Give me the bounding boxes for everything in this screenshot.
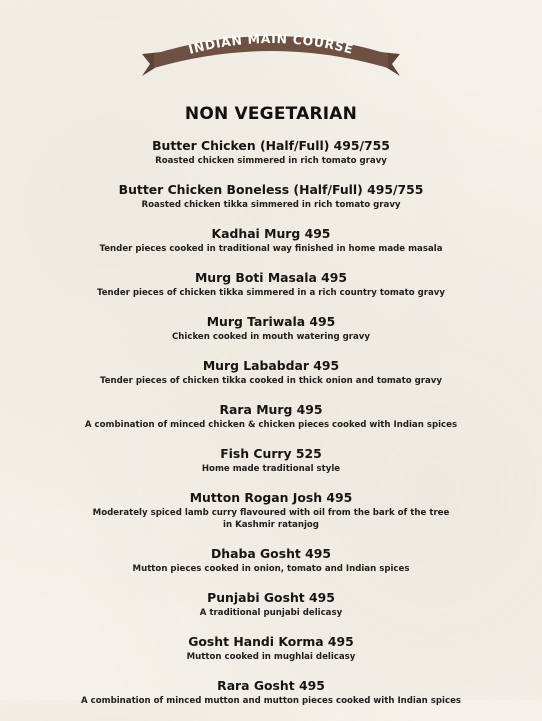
banner-ribbon-shape [140, 26, 402, 80]
menu-item-description [0, 419, 542, 431]
banner-title: INDIAN MAIN COURSE [186, 30, 356, 57]
menu-item [0, 181, 542, 211]
menu-item [0, 269, 542, 299]
menu-item-description-line: Roasted chicken tikka simmered in rich tomato gravy [141, 200, 401, 210]
menu-item-name: Rara Murg 495 [219, 402, 323, 417]
menu-item-name: Butter Chicken (Half/Full) 495/755 [152, 138, 390, 153]
menu-item-description [0, 651, 542, 663]
menu-item-description [0, 287, 542, 299]
menu-item-description-line: Mutton cooked in mughlai delicasy [186, 652, 356, 662]
menu-item-description-line: A combination of minced mutton and mutton pieces cooked with Indian spices [80, 696, 462, 706]
menu-item-description [0, 463, 542, 475]
menu-item-list [0, 137, 542, 721]
menu-item-name: Kadhai Murg 495 [211, 226, 331, 241]
menu-item-description-line: A traditional punjabi delicasy [199, 608, 343, 618]
menu-item-name: Dhaba Gosht 495 [211, 546, 331, 561]
menu-item [0, 445, 542, 475]
menu-item-name: Fish Curry 525 [220, 446, 322, 461]
menu-item-name: Punjabi Gosht 495 [207, 590, 335, 605]
menu-item-description-line: Moderately spiced lamb curry flavoured with oil from the bark of the tree [92, 508, 450, 518]
menu-item-description [0, 243, 542, 255]
menu-item [0, 225, 542, 255]
section-banner [140, 26, 402, 80]
menu-item-description [0, 507, 542, 531]
section-title: NON VEGETARIAN [184, 104, 358, 124]
menu-item [0, 589, 542, 619]
menu-item-description-line: Home made traditional style [201, 464, 341, 474]
menu-item-name: Rara Gosht 495 [217, 678, 325, 693]
menu-item-name: Murg Lababdar 495 [202, 358, 340, 373]
menu-item-description-line: Tender pieces of chicken tikka simmered in a rich country tomato gravy [97, 288, 445, 298]
menu-item-description-line: Roasted chicken simmered in rich tomato gravy [155, 156, 387, 166]
menu-item-name: Butter Chicken Boneless (Half/Full) 495/755 [118, 182, 424, 197]
menu-item-name: Gosht Handi Korma 495 [188, 634, 354, 649]
menu-item-description [0, 155, 542, 167]
menu-item [0, 357, 542, 387]
menu-item-description-line: Chicken cooked in mouth watering gravy [171, 332, 370, 342]
menu-item-description [0, 199, 542, 211]
menu-item-description-line: Mutton pieces cooked in onion, tomato and Indian spices [132, 564, 410, 574]
menu-item-description [0, 563, 542, 575]
menu-item-name: Murg Boti Masala 495 [194, 270, 348, 285]
menu-item-description [0, 331, 542, 343]
menu-item-description [0, 607, 542, 619]
menu-item-description [0, 375, 542, 387]
menu-item [0, 677, 542, 707]
menu-item-description-line: Tender pieces of chicken tikka cooked in thick onion and tomato gravy [99, 376, 442, 386]
menu-item [0, 489, 542, 531]
menu-item-description-line: A combination of minced chicken & chicken pieces cooked with Indian spices [84, 420, 458, 430]
menu-item-description-line: Tender pieces cooked in traditional way finished in home made masala [99, 244, 443, 254]
menu-item [0, 313, 542, 343]
menu-item [0, 137, 542, 167]
menu-item [0, 633, 542, 663]
menu-item [0, 401, 542, 431]
menu-item-name: Mutton Rogan Josh 495 [189, 490, 353, 505]
menu-item-description-line: in Kashmir ratanjog [223, 520, 319, 530]
menu-item [0, 545, 542, 575]
menu-item-name: Murg Tariwala 495 [206, 314, 336, 329]
menu-item-description [0, 695, 542, 707]
